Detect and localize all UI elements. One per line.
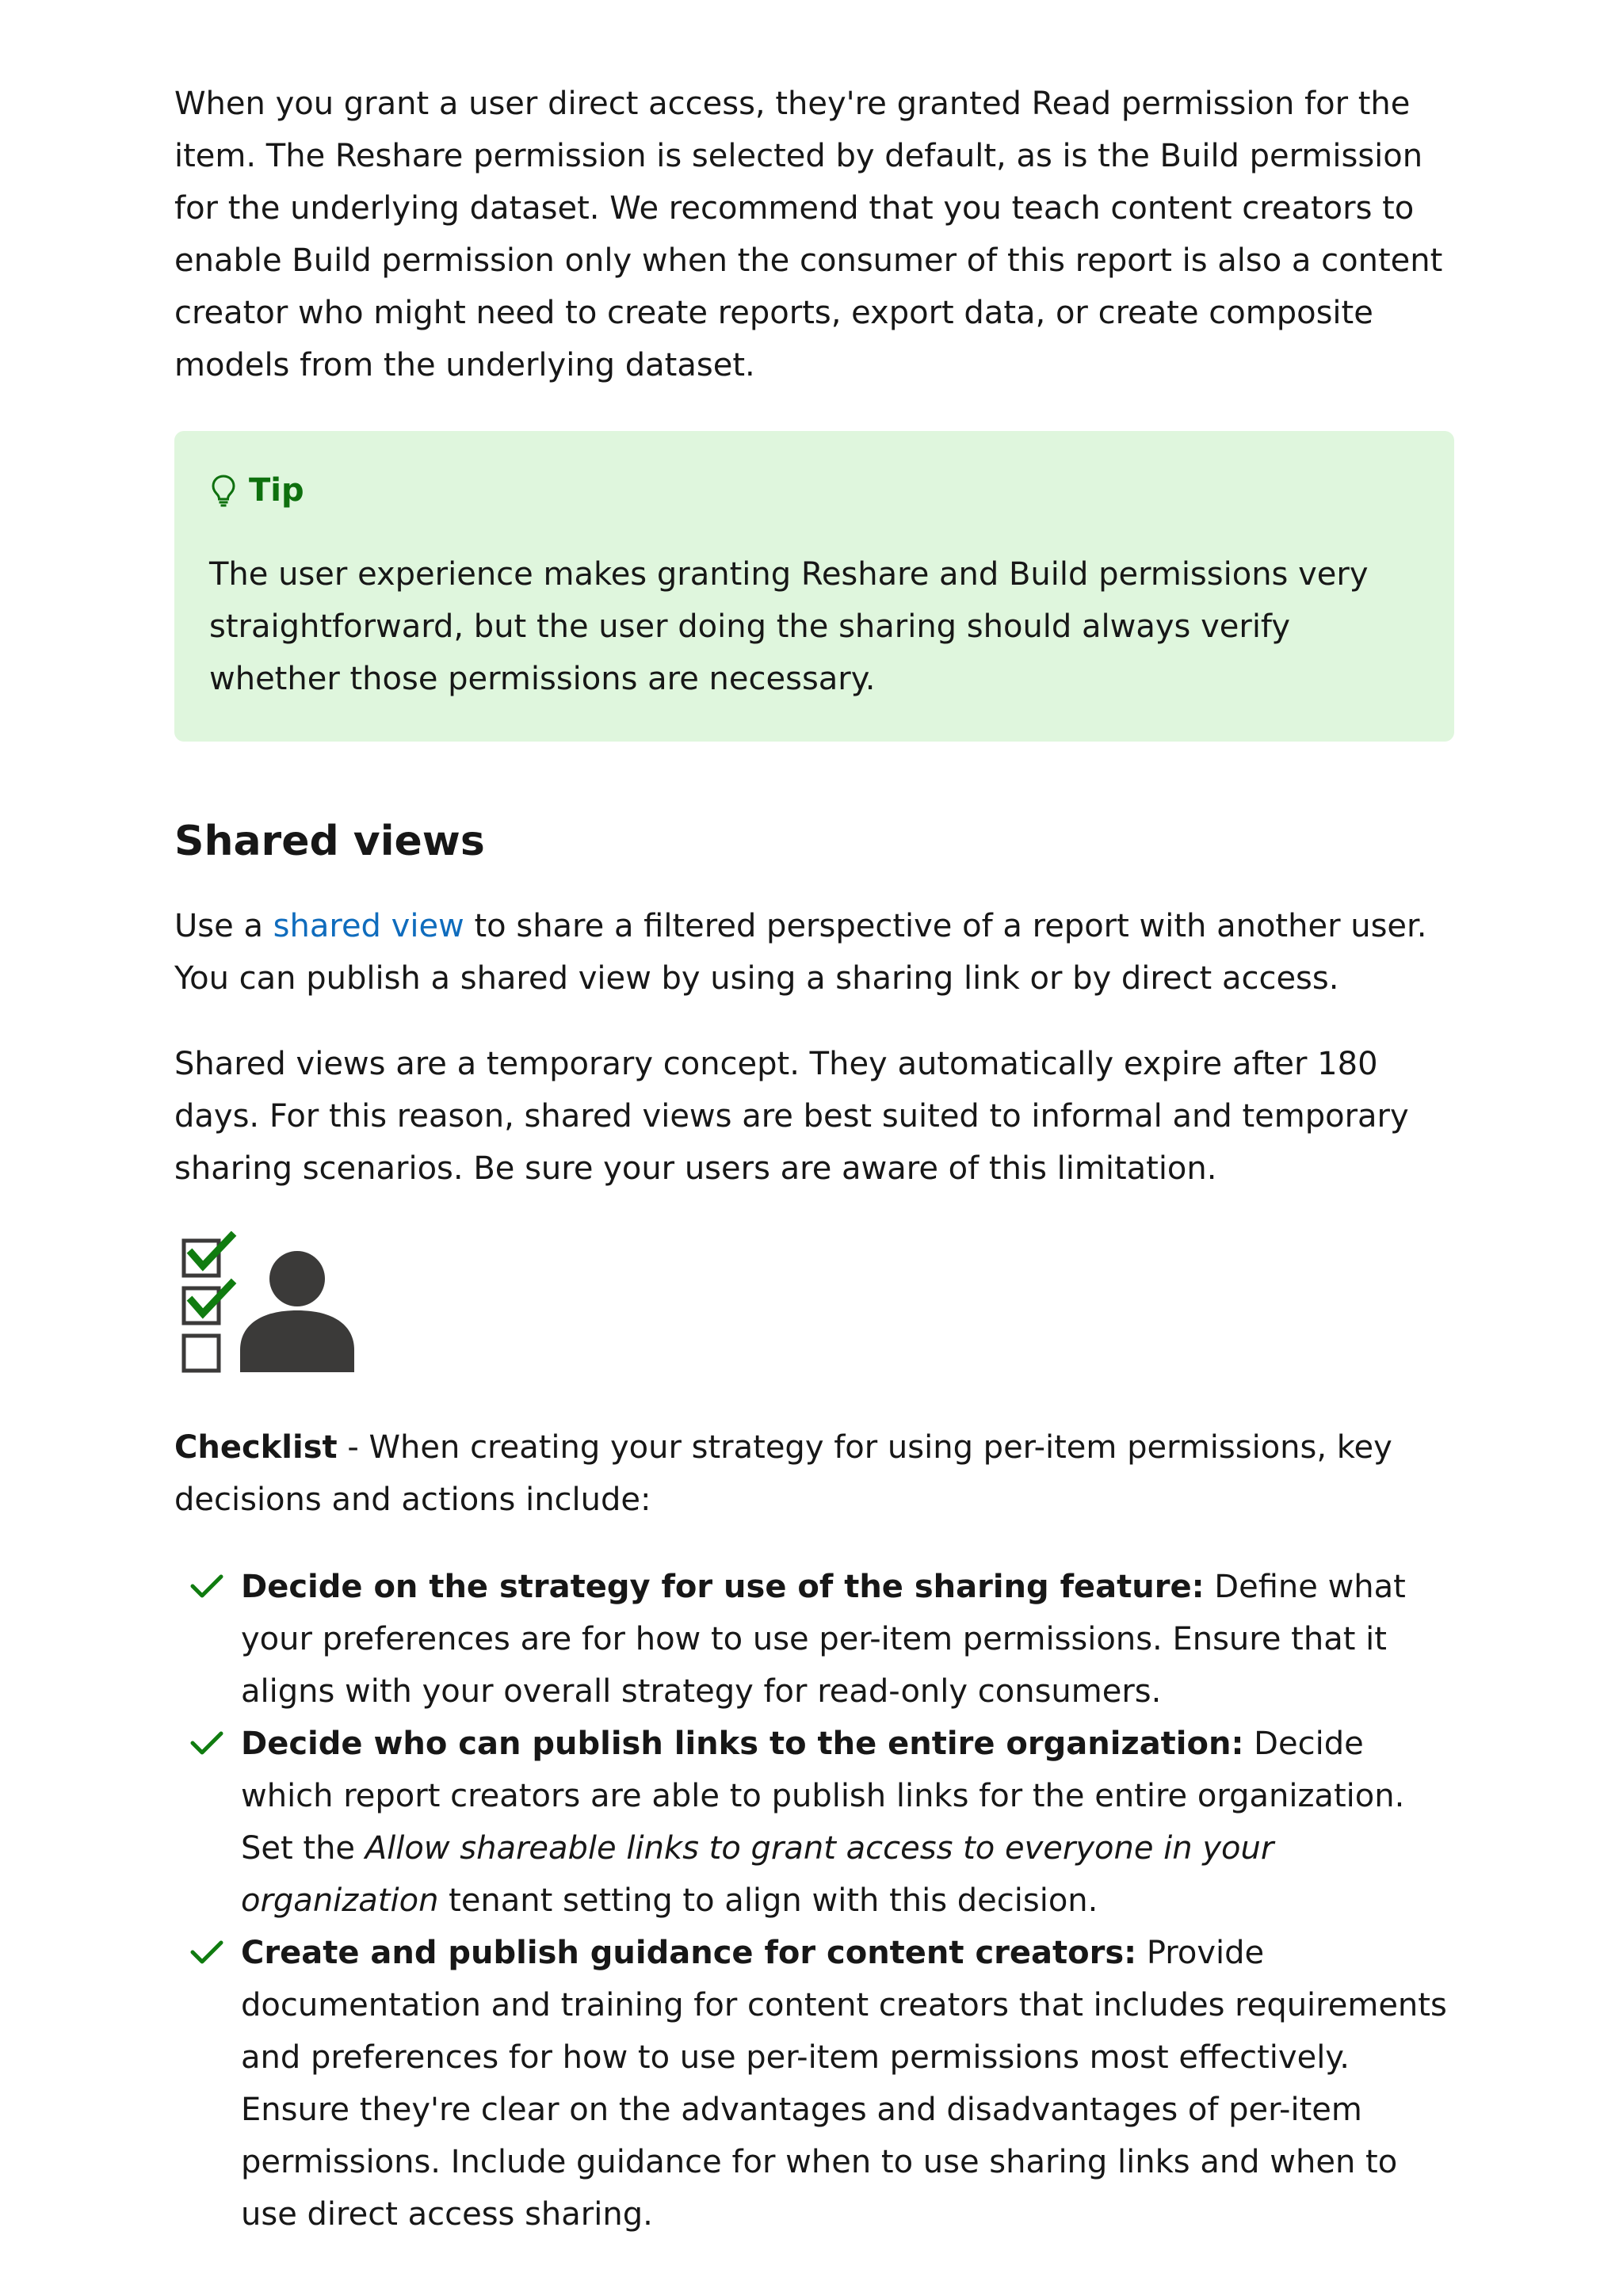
shared-view-text-before: Use a xyxy=(174,908,273,944)
checklist-items xyxy=(174,1561,1454,2241)
checklist-item-text: Decide which report creators are able to publish links for the entire organization. Set the xyxy=(241,1726,1405,1867)
tip-body: The user experience makes granting Reshare and Build permissions very straightforward, but the user doing the sharing should always verify whether those permissions are necessary. xyxy=(209,556,1369,697)
checkmark-icon xyxy=(190,1730,223,1756)
article-content xyxy=(174,78,1454,2241)
tip-callout xyxy=(174,431,1454,742)
checklist-item-title: Decide who can publish links to the entire organization: xyxy=(241,1726,1244,1762)
list-item xyxy=(174,1927,1454,2241)
shared-view-paragraph xyxy=(174,900,1454,1005)
checklist-intro xyxy=(174,1421,1454,1526)
checklist-item-text: Provide documentation and training for content creators that includes requirements and preferences for how to use per-item permissions most effectively. Ensure they're clear on the advantages and disadvantages of per-item permissions. Include guidance for when to use sharing links and when to use direct access sharing. xyxy=(241,1935,1447,2233)
list-item xyxy=(174,1561,1454,1718)
checklist-item-title: Decide on the strategy for use of the sharing feature: xyxy=(241,1569,1205,1605)
tip-title xyxy=(209,471,1419,510)
checklist-intro-text: - When creating your strategy for using per-item permissions, key decisions and actions include: xyxy=(174,1429,1392,1518)
checkmark-icon xyxy=(190,1939,223,1965)
checklist-item-title: Create and publish guidance for content creators: xyxy=(241,1935,1137,1971)
checkmark-icon xyxy=(190,1573,223,1599)
intro-paragraph: When you grant a user direct access, they're granted Read permission for the item. The Reshare permission is selected by default, as is the Build permission for the underlying dataset. We recommend that you teach content creators to enable Build permission only when the consumer of this report is also a content creator who might need to create reports, export data, or create composite models from the underlying dataset. xyxy=(174,86,1443,383)
lightbulb-icon xyxy=(209,474,238,507)
checklist-label: Checklist xyxy=(174,1429,338,1466)
list-item xyxy=(174,1718,1454,1927)
checklist-item-text: Define what your preferences are for how to use per-item permissions. Ensure that it aligns with your overall strategy for read-only consumers. xyxy=(241,1569,1406,1710)
checklist-person-icon xyxy=(174,1231,357,1374)
tenant-setting-name: Allow shareable links to grant access to everyone in your organization xyxy=(241,1830,1274,1919)
tip-title-text: Tip xyxy=(249,472,304,509)
temporary-concept-paragraph: Shared views are a temporary concept. They automatically expire after 180 days. For this reason, shared views are best suited to informal and temporary sharing scenarios. Be sure your users are aware of this limitation. xyxy=(174,1046,1409,1187)
checklist-item-text-after: tenant setting to align with this decision. xyxy=(438,1882,1098,1919)
shared-view-text-after: to share a filtered perspective of a report with another user. You can publish a shared view by using a sharing link or by direct access. xyxy=(174,908,1427,997)
section-heading-shared-views: Shared views xyxy=(174,818,485,865)
shared-view-link[interactable]: shared view xyxy=(273,908,464,944)
